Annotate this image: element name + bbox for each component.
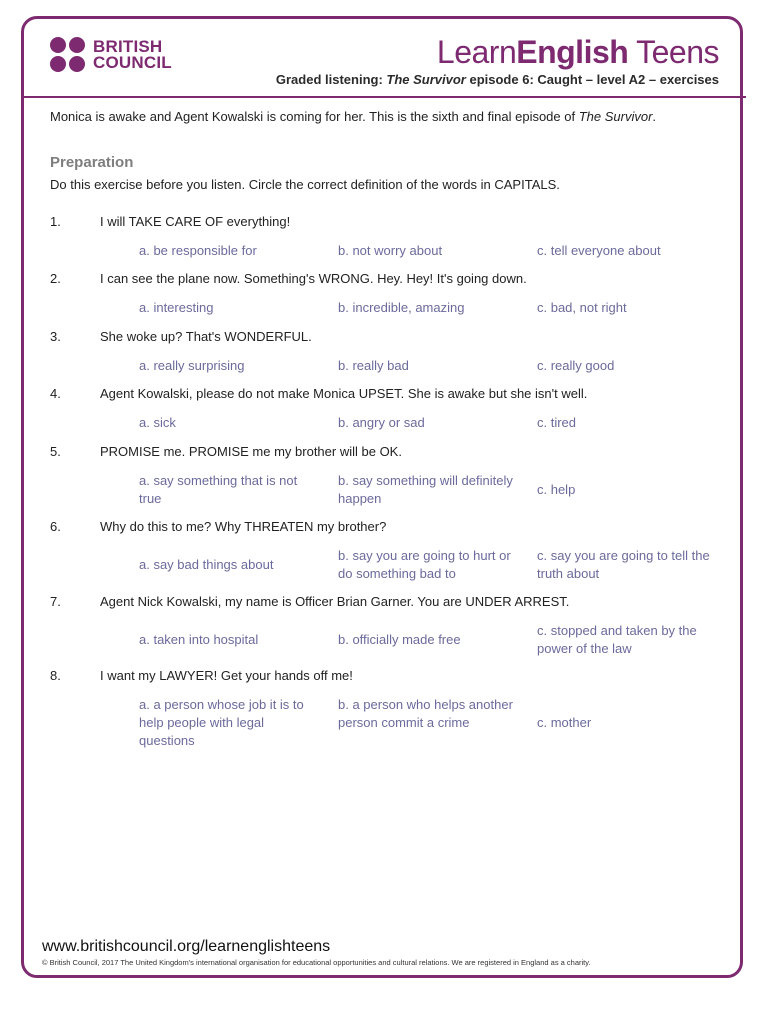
answer-option-c[interactable]: c. mother xyxy=(537,715,592,730)
answer-option-a[interactable]: a. be responsible for xyxy=(139,243,257,258)
answer-option-a[interactable]: a. a person whose job it is to help people with legal questions xyxy=(139,697,304,748)
answer-option-b[interactable]: b. say something will definitely happen xyxy=(338,473,513,506)
footer-copyright: © British Council, 2017 The United Kingdom's international organisation for educational opportunities and cultural relations. We are registered in England as a charity. xyxy=(42,958,591,967)
answer-option-b[interactable]: b. not worry about xyxy=(338,243,443,258)
question-number: 6. xyxy=(50,519,61,534)
answer-option-a[interactable]: a. really surprising xyxy=(139,358,245,373)
question-text: I want my LAWYER! Get your hands off me! xyxy=(100,668,353,683)
question-text: I can see the plane now. Something's WRONG. Hey. Hey! It's going down. xyxy=(100,271,527,286)
answer-option-a[interactable]: a. say bad things about xyxy=(139,557,274,572)
answer-option-c[interactable]: c. bad, not right xyxy=(537,300,627,315)
intro-text: Monica is awake and Agent Kowalski is coming for her. This is the sixth and final episode of The Survivor. xyxy=(50,109,657,124)
question-6 xyxy=(50,519,386,534)
question-text: Why do this to me? Why THREATEN my brother? xyxy=(100,519,387,534)
question-3 xyxy=(50,329,312,344)
section-title: Preparation xyxy=(50,154,134,171)
answer-option-b[interactable]: b. officially made free xyxy=(338,632,461,647)
answer-option-c[interactable]: c. tired xyxy=(537,415,577,430)
question-1 xyxy=(50,214,290,229)
logo-dots-icon xyxy=(50,37,85,72)
question-5 xyxy=(50,444,402,459)
answer-option-b[interactable]: b. a person who helps another person commit a crime xyxy=(338,697,513,730)
question-number: 5. xyxy=(50,444,61,459)
learnenglish-teens-brand: LearnEnglish Teens xyxy=(436,34,719,70)
answer-option-b[interactable]: b. really bad xyxy=(338,358,409,373)
answer-option-a[interactable]: a. sick xyxy=(139,415,176,430)
answer-option-a[interactable]: a. say something that is not true xyxy=(139,473,298,506)
question-text: I will TAKE CARE OF everything! xyxy=(100,214,291,229)
question-7 xyxy=(50,594,569,609)
answer-option-c[interactable]: c. tell everyone about xyxy=(537,243,661,258)
question-text: Agent Kowalski, please do not make Monica UPSET. She is awake but she isn't well. xyxy=(100,386,588,401)
question-4 xyxy=(50,386,587,401)
instructions: Do this exercise before you listen. Circle the correct definition of the words in CAPITALS. xyxy=(50,177,560,192)
answer-option-c[interactable]: c. say you are going to tell the truth about xyxy=(537,548,710,581)
question-number: 3. xyxy=(50,329,61,344)
footer-url[interactable]: www.britishcouncil.org/learnenglishteens xyxy=(42,938,331,955)
question-number: 2. xyxy=(50,271,61,286)
header-divider xyxy=(24,96,746,98)
logo-text: BRITISH COUNCIL xyxy=(93,36,172,72)
question-text: Agent Nick Kowalski, my name is Officer Brian Garner. You are UNDER ARREST. xyxy=(100,594,570,609)
answer-option-a[interactable]: a. interesting xyxy=(139,300,214,315)
answer-option-c[interactable]: c. help xyxy=(537,482,576,497)
page-subtitle: Graded listening: The Survivor episode 6: Caught – level A2 – exercises xyxy=(275,72,719,87)
answer-option-b[interactable]: b. angry or sad xyxy=(338,415,425,430)
question-text: PROMISE me. PROMISE me my brother will be OK. xyxy=(100,444,402,459)
question-8 xyxy=(50,668,353,683)
answer-option-c[interactable]: c. stopped and taken by the power of the law xyxy=(537,623,697,656)
answer-option-b[interactable]: b. incredible, amazing xyxy=(338,300,465,315)
question-number: 1. xyxy=(50,214,61,229)
question-number: 8. xyxy=(50,668,61,683)
answer-option-c[interactable]: c. really good xyxy=(537,358,615,373)
question-number: 4. xyxy=(50,386,61,401)
british-council-logo xyxy=(50,37,172,72)
question-number: 7. xyxy=(50,594,61,609)
question-2 xyxy=(50,271,527,286)
answer-option-b[interactable]: b. say you are going to hurt or do something bad to xyxy=(338,548,511,581)
answer-option-a[interactable]: a. taken into hospital xyxy=(139,632,259,647)
question-text: She woke up? That's WONDERFUL. xyxy=(100,329,312,344)
